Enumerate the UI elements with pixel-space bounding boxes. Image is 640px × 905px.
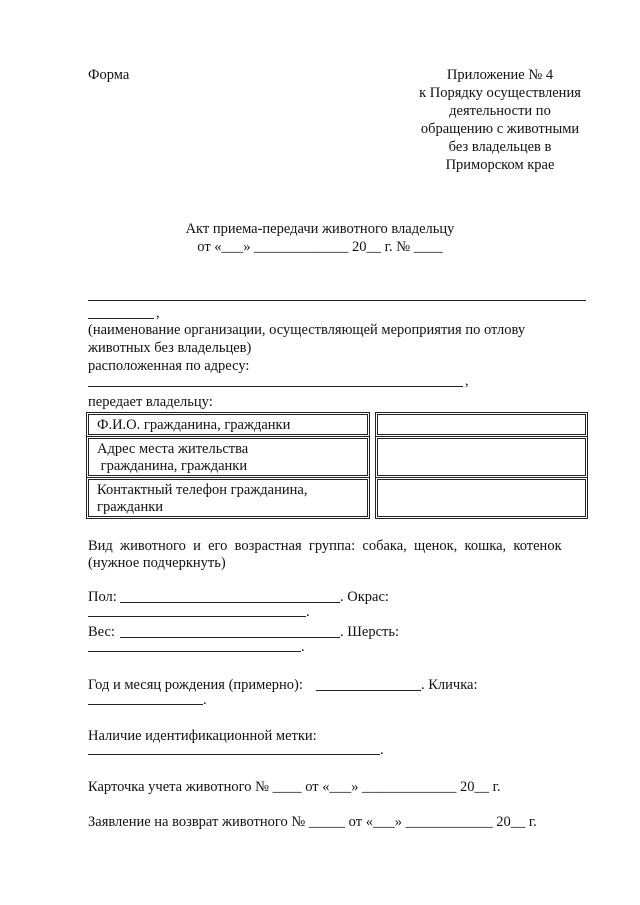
owner-address-label: Адрес места жительства гражданина, гражданки	[88, 438, 368, 476]
table-row	[88, 438, 586, 476]
owner-phone-label: Контактный телефон гражданина, гражданки	[88, 479, 368, 517]
animal-type-line: Вид животного и его возрастная группа: собака, щенок, кошка, котенок	[88, 538, 562, 554]
owner-name-label: Ф.И.О. гражданина, гражданки	[88, 414, 368, 435]
color-field[interactable]	[88, 616, 306, 617]
act-title: Акт приема-передачи животного владельцу	[185, 221, 455, 237]
birth-label: Год и месяц рождения (примерно):	[88, 677, 303, 693]
table-row	[88, 414, 586, 435]
sex-label: Пол:	[88, 589, 117, 605]
tag-period: .	[380, 742, 384, 758]
appendix-block	[395, 66, 605, 174]
tag-field[interactable]	[88, 754, 380, 755]
owner-phone-field[interactable]	[377, 479, 586, 517]
organization-line	[88, 300, 586, 301]
table-row	[88, 479, 586, 517]
owner-address-field[interactable]	[377, 438, 586, 476]
coat-label: . Шерсть:	[340, 624, 399, 640]
color-period: .	[306, 604, 310, 620]
birth-field[interactable]	[316, 690, 421, 691]
color-label: . Окрас:	[340, 589, 389, 605]
owner-table	[88, 414, 586, 520]
transfers-label: передает владельцу:	[88, 394, 213, 410]
coat-field[interactable]	[88, 651, 301, 652]
organization-comma: ,	[156, 305, 160, 321]
appendix-line: обращению с животными	[420, 121, 580, 137]
appendix-line: к Порядку осуществления	[419, 85, 581, 101]
name-field[interactable]	[88, 704, 203, 705]
weight-field[interactable]	[120, 637, 340, 638]
owner-name-field[interactable]	[377, 414, 586, 435]
weight-label: Вес:	[88, 624, 115, 640]
organization-hint-2: животных без владельцев)	[88, 340, 252, 356]
address-label: расположенная по адресу:	[88, 358, 250, 374]
appendix-line: деятельности по	[449, 103, 551, 119]
address-comma: ,	[465, 373, 469, 389]
act-date-number: от «___» _____________ 20__ г. № ____	[197, 239, 443, 255]
registration-card-line: Карточка учета животного № ____ от «___» _____________ 20__ г.	[88, 779, 501, 795]
appendix-line: Приложение № 4	[446, 67, 554, 83]
animal-type-hint: (нужное подчеркнуть)	[88, 555, 226, 571]
tag-label: Наличие идентификационной метки:	[88, 728, 317, 744]
organization-line-2	[88, 318, 154, 319]
address-line	[88, 386, 463, 387]
name-period: .	[203, 692, 207, 708]
appendix-line: Приморском крае	[445, 157, 555, 173]
organization-hint: (наименование организации, осуществляющей мероприятия по отлову	[88, 322, 526, 338]
name-label: . Кличка:	[421, 677, 478, 693]
coat-period: .	[301, 639, 305, 655]
return-application-line: Заявление на возврат животного № _____ от «___» ____________ 20__ г.	[88, 814, 537, 830]
appendix-line: без владельцев в	[448, 139, 552, 155]
form-label: Форма	[88, 67, 130, 83]
